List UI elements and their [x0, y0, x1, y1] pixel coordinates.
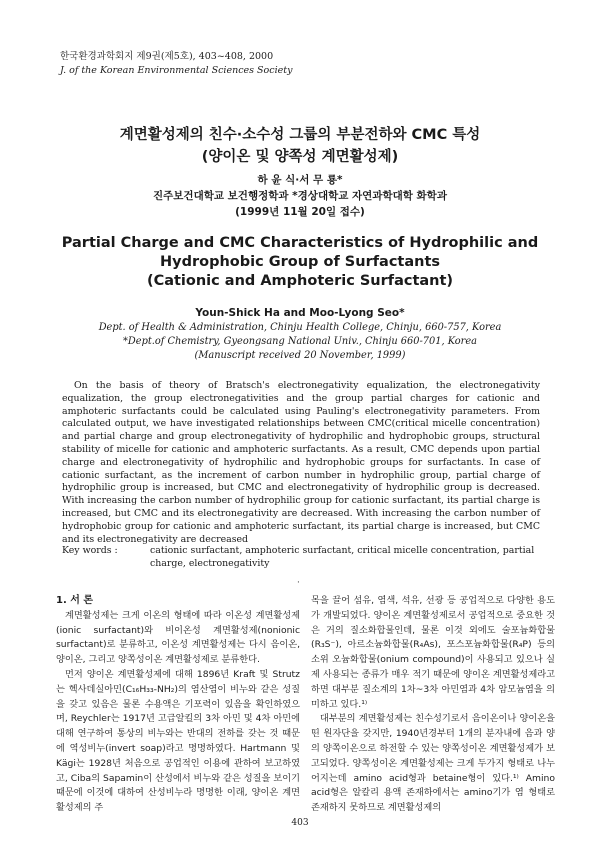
page-number: 403 [291, 818, 309, 828]
journal-name-korean: 한국환경과학회지 제9권(제5호), 403~408, 2000 [60, 51, 274, 62]
english-title-line1: Partial Charge and CMC Characteristics of Hydrophilic and [61, 235, 539, 251]
manuscript-received: (Manuscript received 20 November, 1999) [194, 350, 406, 361]
english-title-line3: (Cationic and Amphoteric Surfactant) [146, 273, 454, 289]
korean-title-line2: (양이온 및 양쪽성 계면활성제) [201, 149, 399, 165]
body-column-left [56, 594, 300, 816]
journal-name-english: J. of the Korean Environmental Sciences Society [60, 65, 293, 76]
korean-title-line1: 계면활성제의 친수·소수성 그룹의 부분전하와 CMC 특성 [119, 127, 481, 143]
english-authors-block [0, 305, 600, 363]
abstract: On the basis of theory of Bratsch's electronegativity equalization, the electronegativity equalization, the group electronegativities and the group partial charges for cationic and amphoteric surfactants could be calculated using Pauling's electronegativity parameters. From calculated output, we have investigated relationships between CMC(critical micelle concentration) and partial charge and group electronegativity of hydrophilic and hydrophobic groups, structural stability of micelle for cationic and amphoteric surfactants. As a result, CMC depends upon partial charge and electronegativity of hydrophilic and hydrophobic groups for surfactants. In case of cationic surfactant, as the increment of carbon number in hydrophilic group, partial charge of hydrophilic group is increased, but CMC and electronegativity of hydrophilic group is decreased. With increasing the carbon number of hydrophilic group for cationic surfactant, its partial charge is increased, but CMC and its electronegativity are decreased. With increasing the carbon number of hydrophobic group for cationic and amphoteric surfactant, its partial charge is increased, but CMC and its electronegativity are decreased [62, 380, 540, 545]
keywords [62, 544, 540, 570]
paragraph: 대부분의 계면활성제는 친수성기로서 음이온이나 양이온을 띤 원자단을 갖지만, 1940년경부터 1개의 분자내에 음과 양의 양쪽이온으로 하전할 수 있는 양쪽성이온 계면활성제가 보고되었다. 양쪽성이온 계면활성제는 크게 두가지 형태로 나누어지는데 amino acid형과 betaine형이 있다.¹⁾ Amino acid형은 알칼리 용액 존재하에서는 amino기가 염 형태로 존재하지 못하므로 계면활성제의 [311, 713, 555, 814]
korean-affiliation: 진주보건대학교 보건행정학과 *경상대학교 자연과학대학 화학과 [153, 190, 447, 202]
body-column-right [311, 594, 555, 816]
korean-authors-block [0, 172, 600, 220]
english-author-names: Youn-Shick Ha and Moo-Lyong Seo* [195, 307, 405, 319]
korean-received-date: (1999년 11월 20일 접수) [235, 206, 365, 218]
affiliation-2: *Dept.of Chemistry, Gyeongsang National Univ., Chinju 660-701, Korea [123, 336, 477, 347]
korean-author-names: 하 윤 식·서 무 룡* [257, 174, 343, 186]
affiliation-1: Dept. of Health & Administration, Chinju Health College, Chinju, 660-757, Korea [98, 322, 502, 333]
paragraph: 먼저 양이온 계면활성제에 대해 1896년 Kraft 및 Strutz는 헥사데실아민(C₁₆H₃₃-NH₂)의 염산염이 비누와 같은 성질을 갖고 있음은 물론 수용액은 기포력이 있음을 확인하였으며, Reychler는 1917년 고급알킬의 3차 아민 및 4차 아민에 대해 연구하여 통상의 비누와는 반대의 전하를 갖는 것 때문에 역성비누(invert soap)라고 명명하였다. Hartmann 및 Kägi는 1928년 처음으로 공업적인 이용에 관하여 보고하였고, Ciba의 Sapamin이 산성에서 비누와 같은 성질을 보이기 때문에 이것에 대하여 산성비누라 명명한 이래, 양이온 계면활성제의 주 [56, 668, 300, 814]
section-separator: · [297, 578, 300, 588]
paragraph: 목을 끌어 섬유, 염색, 석유, 선광 등 공업적으로 다양한 용도가 개발되었다. 양이온 계면활성제로서 공업적으로 중요한 것은 거의 질소화합물인데, 물론 이것 외에도 술포늄화합물(R₃S⁻), 아르소늄화합물(R₄As), 포스포늄화합물(R₄P) 등의 소위 오늄화합물(onium compound)이 사용되고 있으나 실제 사용되는 종류가 매우 적기 때문에 양이온 계면활성제라고 하면 대부분 질소계의 1차~3차 아민염과 4차 암모늄염을 의미하고 있다.¹⁾ [311, 595, 555, 710]
english-title-line2: Hydrophobic Group of Surfactants [159, 254, 441, 270]
journal-header [60, 50, 292, 78]
keywords-label: Key words : [62, 545, 118, 556]
korean-title [0, 124, 600, 168]
section-heading-introduction: 1. 서 론 [56, 595, 94, 606]
paragraph: 계면활성제는 크게 이온의 형태에 따라 이온성 계면활성제(ionic surfactant)와 비이온성 계면활성제(nonionic surfactant)로 분류하고, 이온성 계면활성제는 다시 음이온, 양이온, 그리고 양쪽성이온 계면활성제로 분류한다. [56, 609, 300, 666]
keywords-value: cationic surfactant, amphoteric surfactant, critical micelle concentration, partial charge, electronegativity [150, 545, 535, 569]
english-title [0, 234, 600, 291]
